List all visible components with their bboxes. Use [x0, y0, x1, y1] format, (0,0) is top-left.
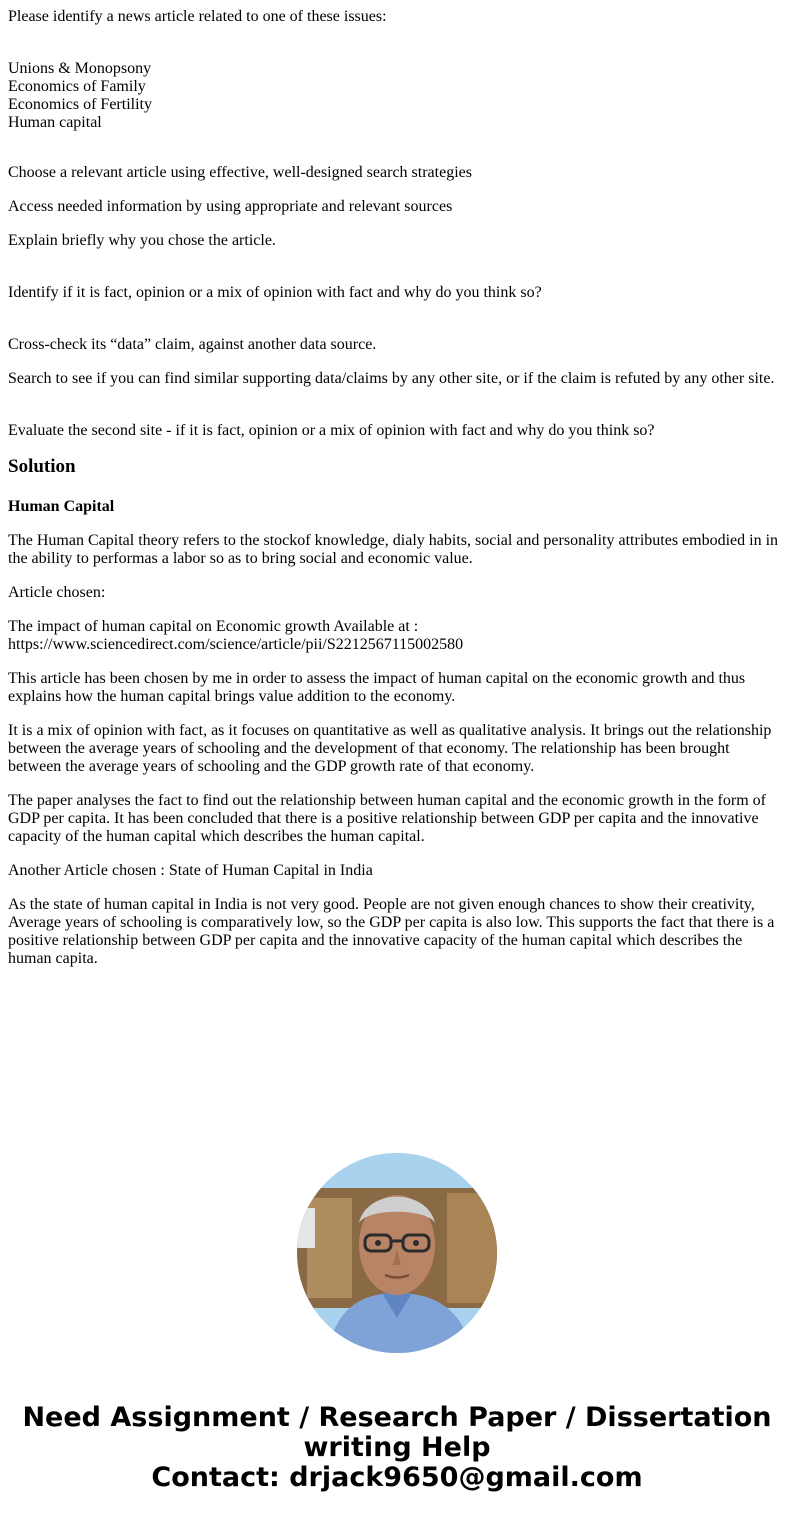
issue-item: Unions & Monopsony	[8, 60, 152, 77]
spacer	[8, 404, 786, 422]
issue-item: Economics of Family	[8, 78, 146, 95]
solution-paragraph: The paper analyses the fact to find out the relationship between human capital and the economic growth in the form of GDP per capita. It has been concluded that there is a positive relationship between GDP per capita and the innovative capacity of the human capital which describes the human capital.	[8, 792, 766, 845]
solution-subheading: Human Capital	[8, 498, 115, 515]
spacer	[8, 42, 786, 60]
solution-heading: Solution	[8, 456, 76, 477]
intro-text: Please identify a news article related to one of these issues:	[8, 8, 387, 25]
document-body	[8, 8, 786, 984]
solution-paragraph: As the state of human capital in India is not very good. People are not given enough chances to show their creativity, Average years of schooling is comparatively low, so the GDP per capita is also low. This supports the fact that there is a positive relationship between GDP per capita and the innovative capacity of the human capital which describes the human capita.	[8, 896, 775, 967]
footer-contact: Contact: drjack9650@gmail.com	[151, 1462, 643, 1493]
evaluate-instruction: Evaluate the second site - if it is fact, opinion or a mix of opinion with fact and why do you think so?	[8, 422, 655, 439]
crosscheck-instruction: Search to see if you can find similar supporting data/claims by any other site, or if the claim is refuted by any other site.	[8, 370, 775, 387]
issues-list	[8, 60, 786, 132]
spacer	[8, 266, 786, 284]
solution-paragraph: Article chosen:	[8, 584, 106, 601]
footer-line: Need Assignment / Research Paper / Dissertation	[22, 1402, 772, 1433]
avatar-portrait-icon	[297, 1153, 497, 1353]
crosscheck-instruction: Cross-check its “data” claim, against another data source.	[8, 336, 377, 353]
instruction-item: Explain briefly why you chose the article.	[8, 232, 276, 249]
footer-banner	[0, 1403, 794, 1493]
instruction-item: Choose a relevant article using effective, well-designed search strategies	[8, 164, 472, 181]
identify-instruction: Identify if it is fact, opinion or a mix of opinion with fact and why do you think so?	[8, 284, 542, 301]
spacer	[8, 148, 786, 164]
footer-line: writing Help	[303, 1432, 491, 1463]
issue-item: Human capital	[8, 114, 102, 131]
issue-item: Economics of Fertility	[8, 96, 152, 113]
instruction-item: Access needed information by using appropriate and relevant sources	[8, 198, 453, 215]
spacer	[8, 318, 786, 336]
avatar	[297, 1153, 497, 1353]
solution-paragraph: The impact of human capital on Economic growth Available at : https://www.sciencedirect.com/science/article/pii/S2212567115002580	[8, 618, 464, 653]
solution-paragraph: Another Article chosen : State of Human Capital in India	[8, 862, 373, 879]
solution-paragraph: The Human Capital theory refers to the stockof knowledge, dialy habits, social and personality attributes embodied in in the ability to performas a labor so as to bring social and economic value.	[8, 532, 779, 567]
solution-paragraph: It is a mix of opinion with fact, as it focuses on quantitative as well as qualitative analysis. It brings out the relationship between the average years of schooling and the development of that economy. The relationship has been brought between the average years of schooling and the GDP growth rate of that economy.	[8, 722, 772, 775]
solution-paragraph: This article has been chosen by me in order to assess the impact of human capital on the economic growth and thus explains how the human capital brings value addition to the economy.	[8, 670, 746, 705]
